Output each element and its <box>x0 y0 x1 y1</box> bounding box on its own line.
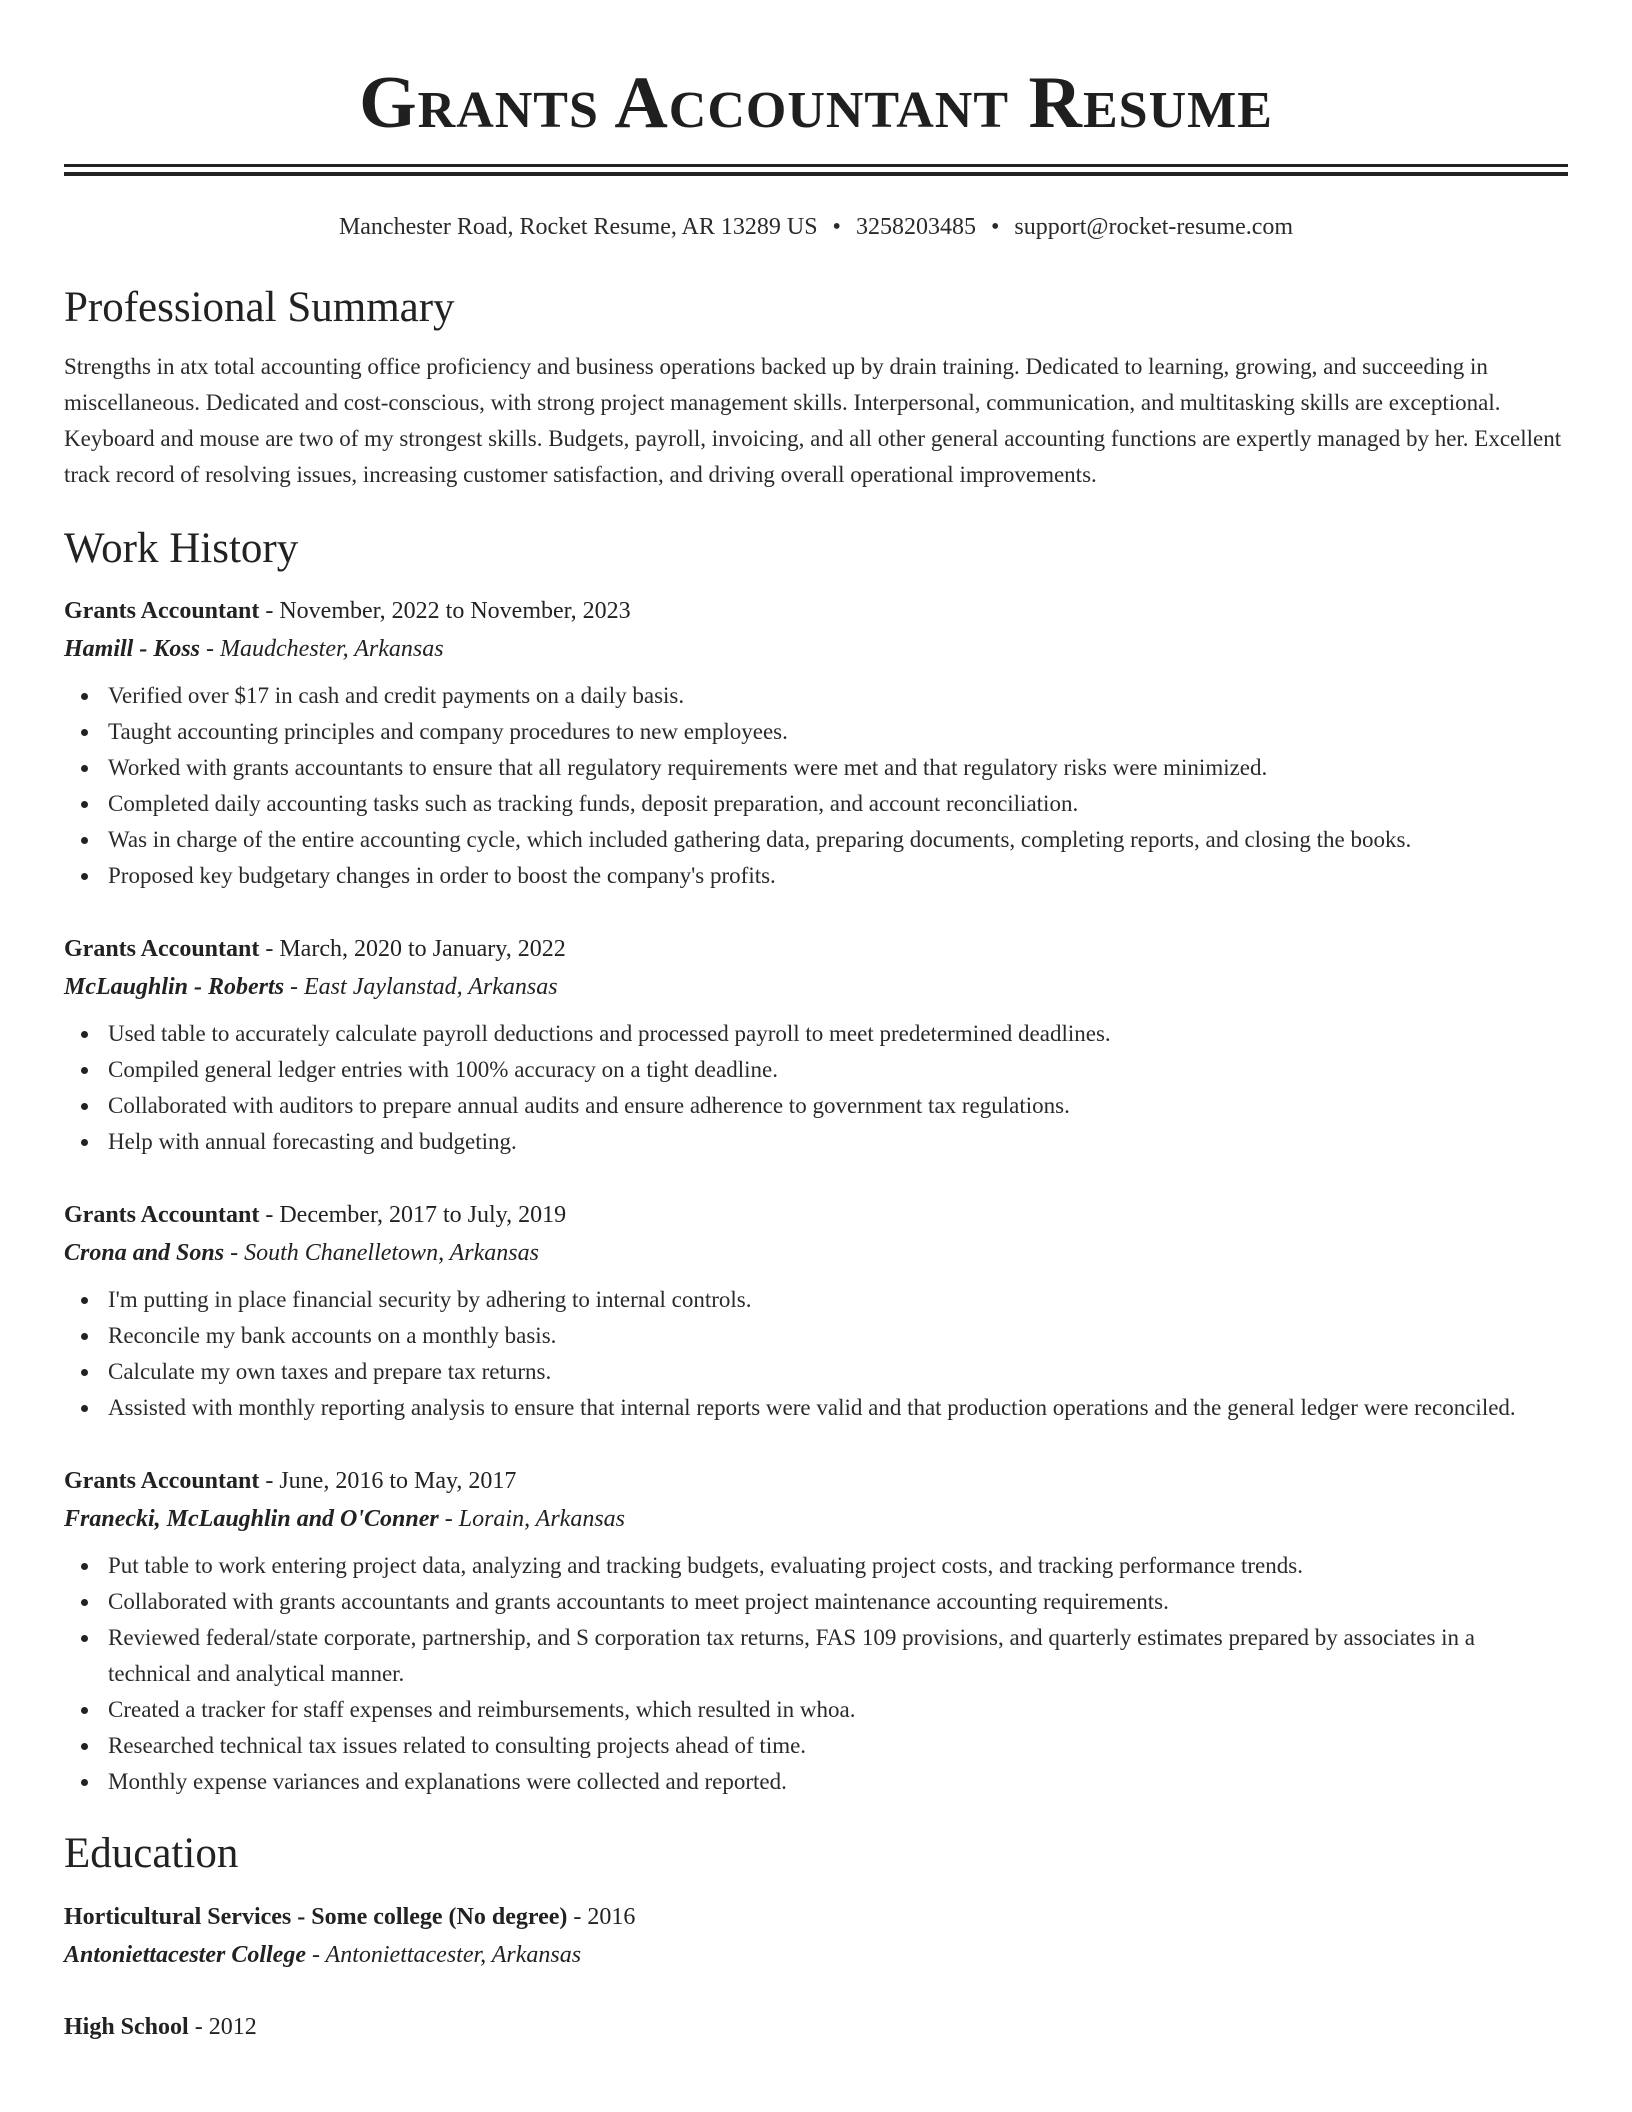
education-degree-line <box>64 2008 1568 2046</box>
job-company: Crona and Sons <box>64 1240 225 1266</box>
list-item: Help with annual forecasting and budgeting. <box>108 1124 1568 1160</box>
list-item: Created a tracker for staff expenses and reimbursements, which resulted in whoa. <box>108 1692 1568 1728</box>
job-entry <box>64 1196 1568 1426</box>
job-company: Franecki, McLaughlin and O'Conner <box>64 1506 439 1532</box>
education-heading: Education <box>64 1830 239 1877</box>
list-item: Collaborated with auditors to prepare annual audits and ensure adherence to government tax regulations. <box>108 1088 1568 1124</box>
job-title-line <box>64 1462 1568 1500</box>
list-item: Used table to accurately calculate payroll deductions and processed payroll to meet predetermined deadlines. <box>108 1016 1568 1052</box>
job-location: - East Jaylanstad, Arkansas <box>284 974 558 1000</box>
education-school: Antoniettacester College <box>64 1942 306 1968</box>
contact-phone[interactable]: 3258203485 <box>855 214 976 240</box>
education-year: - 2016 <box>567 1904 636 1930</box>
education-entry <box>64 2008 1568 2046</box>
list-item: Calculate my own taxes and prepare tax returns. <box>108 1354 1568 1390</box>
contact-separator: • <box>832 214 841 240</box>
list-item: Collaborated with grants accountants and grants accountants to meet project maintenance accounting requirements. <box>108 1584 1568 1620</box>
resume-page <box>64 0 1568 2046</box>
list-item: I'm putting in place financial security by adhering to internal controls. <box>108 1282 1568 1318</box>
education-location: - Antoniettacester, Arkansas <box>305 1942 582 1968</box>
job-dates: - November, 2022 to November, 2023 <box>259 598 631 624</box>
job-company-line <box>64 630 1568 668</box>
job-title-line <box>64 592 1568 630</box>
contact-separator: • <box>990 214 1000 240</box>
list-item: Was in charge of the entire accounting cycle, which included gathering data, preparing documents, completing reports, and closing the books. <box>108 822 1568 858</box>
job-location: - South Chanelletown, Arkansas <box>224 1240 539 1266</box>
education-entry <box>64 1898 1568 1974</box>
education-degree: High School <box>64 2014 189 2040</box>
list-item: Proposed key budgetary changes in order to boost the company's profits. <box>108 858 1568 894</box>
job-bullets <box>108 1548 1568 1800</box>
contact-line <box>64 212 1568 242</box>
contact-address: Manchester Road, Rocket Resume, AR 13289 US <box>338 214 818 240</box>
job-role: Grants Accountant <box>64 1202 260 1228</box>
education-degree-line <box>64 1898 1568 1936</box>
contact-email[interactable]: support@rocket-resume.com <box>1014 214 1294 240</box>
list-item: Reviewed federal/state corporate, partnership, and S corporation tax returns, FAS 109 provisions, and quarterly estimates prepared by associates in a technical and analytical manner. <box>108 1620 1568 1692</box>
job-company: McLaughlin - Roberts <box>64 974 285 1000</box>
list-item: Verified over $17 in cash and credit payments on a daily basis. <box>108 678 1568 714</box>
summary-heading: Professional Summary <box>64 284 455 331</box>
work-history-heading: Work History <box>64 525 299 572</box>
education-degree: Horticultural Services - Some college (No degree) <box>64 1904 568 1930</box>
job-company-line <box>64 1234 1568 1272</box>
title-double-rule <box>64 164 1568 176</box>
job-dates: - December, 2017 to July, 2019 <box>259 1202 567 1228</box>
job-entry <box>64 1462 1568 1800</box>
list-item: Put table to work entering project data, analyzing and tracking budgets, evaluating project costs, and tracking performance trends. <box>108 1548 1568 1584</box>
job-bullets <box>108 1282 1568 1426</box>
job-location: - Maudchester, Arkansas <box>200 636 444 662</box>
job-role: Grants Accountant <box>64 1468 260 1494</box>
education-school-line <box>64 1936 1568 1974</box>
job-entry <box>64 592 1568 894</box>
list-item: Worked with grants accountants to ensure that all regulatory requirements were met and that regulatory risks were minimized. <box>108 750 1568 786</box>
job-bullets <box>108 678 1568 894</box>
list-item: Taught accounting principles and company procedures to new employees. <box>108 714 1568 750</box>
job-company: Hamill - Koss <box>64 636 201 662</box>
list-item: Completed daily accounting tasks such as tracking funds, deposit preparation, and account reconciliation. <box>108 786 1568 822</box>
job-dates: - June, 2016 to May, 2017 <box>259 1468 517 1494</box>
job-company-line <box>64 968 1568 1006</box>
resume-title: Grants Accountant Resume <box>359 62 1273 144</box>
summary-text: Strengths in atx total accounting office proficiency and business operations backed up by drain training. Dedicated to learning, growing, and succeeding in miscellaneous. Dedicated and cost-conscious, with strong project management skills. Interpersonal, communication, and multitasking skills are exceptional. Keyboard and mouse are two of my strongest skills. Budgets, payroll, invoicing, and all other general accounting functions are expertly managed by her. Excellent track record of resolving issues, increasing customer satisfaction, and driving overall operational improvements. <box>64 354 1562 487</box>
job-role: Grants Accountant <box>64 598 260 624</box>
job-dates: - March, 2020 to January, 2022 <box>259 936 566 962</box>
job-bullets <box>108 1016 1568 1160</box>
job-title-line <box>64 1196 1568 1234</box>
list-item: Monthly expense variances and explanations were collected and reported. <box>108 1764 1568 1800</box>
list-item: Assisted with monthly reporting analysis to ensure that internal reports were valid and that production operations and the general ledger were reconciled. <box>108 1390 1568 1426</box>
list-item: Reconcile my bank accounts on a monthly basis. <box>108 1318 1568 1354</box>
education-year: - 2012 <box>188 2014 257 2040</box>
list-item: Compiled general ledger entries with 100% accuracy on a tight deadline. <box>108 1052 1568 1088</box>
job-company-line <box>64 1500 1568 1538</box>
job-role: Grants Accountant <box>64 936 260 962</box>
list-item: Researched technical tax issues related to consulting projects ahead of time. <box>108 1728 1568 1764</box>
job-entry <box>64 930 1568 1160</box>
job-location: - Lorain, Arkansas <box>438 1506 625 1532</box>
job-title-line <box>64 930 1568 968</box>
